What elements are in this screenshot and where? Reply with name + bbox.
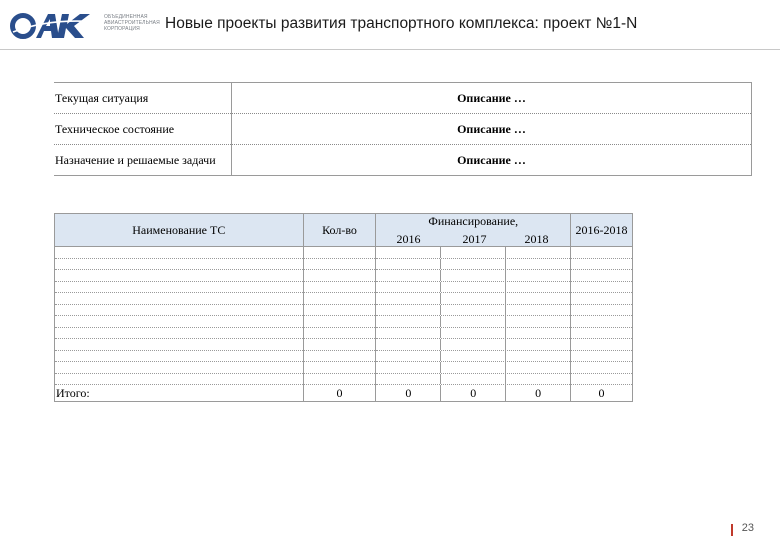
- oak-logo-icon: [10, 12, 102, 40]
- table-row: [55, 258, 633, 270]
- total-label: Итого:: [55, 385, 304, 402]
- table-row: [55, 293, 633, 305]
- info-row: [54, 145, 752, 176]
- slide-title: Новые проекты развития транспортного комплекса: проект №1-N: [165, 15, 638, 32]
- info-description: Описание …: [232, 145, 752, 176]
- table-row: [55, 316, 633, 328]
- total-2016: 0: [376, 385, 441, 401]
- table-row: [55, 327, 633, 339]
- info-row: [54, 83, 752, 114]
- total-2018: 0: [535, 386, 542, 400]
- financing-header-row: [55, 214, 633, 247]
- header-qty: Кол-во: [303, 214, 376, 247]
- header-total-period: 2016-2018: [571, 214, 633, 247]
- info-row: [54, 114, 752, 145]
- page-number: 23: [741, 522, 754, 534]
- financing-caption: Финансирование,: [428, 214, 519, 228]
- year-2017: 2017: [462, 232, 487, 246]
- table-row: [55, 350, 633, 362]
- year-2018: 2018: [524, 232, 549, 246]
- total-sum: 0: [571, 385, 633, 402]
- slide-header: [0, 0, 780, 50]
- table-row: [55, 339, 633, 351]
- page-number-accent: [731, 524, 733, 536]
- total-row: [55, 385, 633, 402]
- company-logo: [10, 12, 160, 42]
- total-2017: 0: [441, 385, 506, 401]
- logo-subtext: ОБЪЕДИНЕННАЯ АВИАСТРОИТЕЛЬНАЯ КОРПОРАЦИЯ: [104, 14, 160, 33]
- financing-table: [54, 213, 633, 402]
- info-label: Техническое состояние: [54, 114, 232, 145]
- year-2016: 2016: [396, 232, 421, 246]
- table-row: [55, 281, 633, 293]
- header-name: Наименование ТС: [55, 214, 304, 247]
- info-label: Назначение и решаемые задачи: [54, 145, 232, 176]
- table-row: [55, 304, 633, 316]
- table-row: [55, 247, 633, 259]
- info-description: Описание …: [232, 83, 752, 114]
- header-divider: [0, 49, 780, 50]
- info-label: Текущая ситуация: [54, 83, 232, 114]
- header-financing: [376, 214, 571, 247]
- total-years: [376, 385, 571, 402]
- project-info-table: [54, 82, 752, 176]
- table-row: [55, 270, 633, 282]
- table-row: [55, 373, 633, 385]
- table-row: [55, 362, 633, 374]
- total-qty: 0: [303, 385, 376, 402]
- info-description: Описание …: [232, 114, 752, 145]
